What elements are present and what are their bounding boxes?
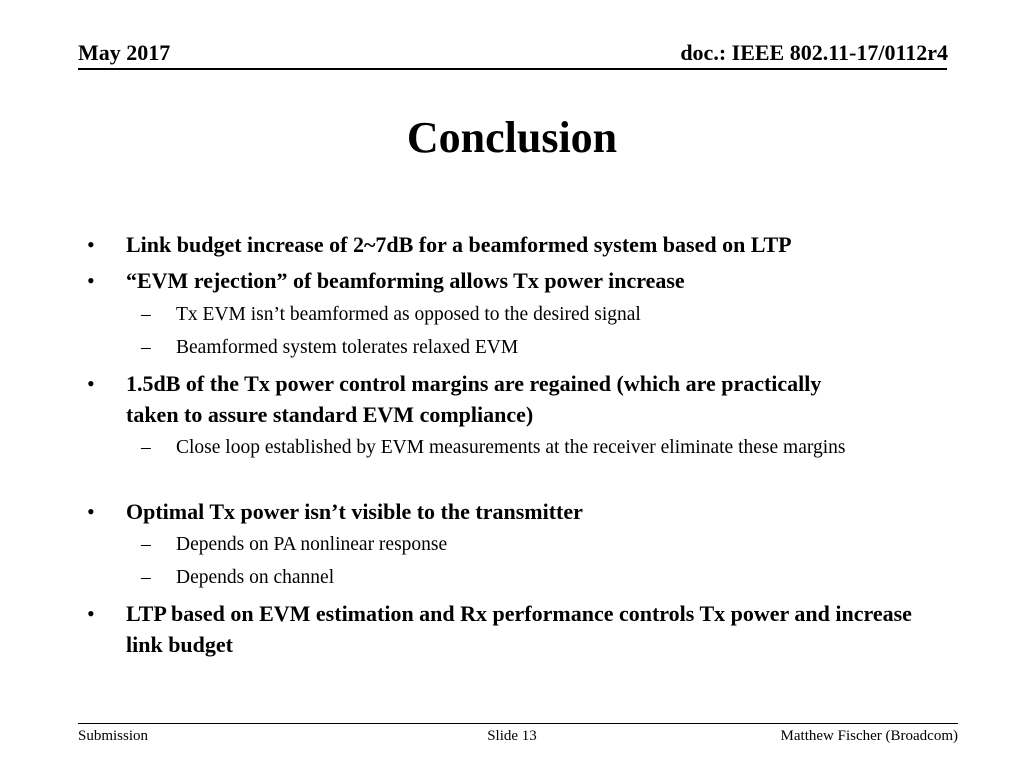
header-date: May 2017 [78,40,171,65]
sub-bullet-item [141,564,911,592]
sub-bullet-item [141,434,891,462]
bullet-text: “EVM rejection” of beamforming allows Tx power increase [126,268,685,293]
bullet-item [87,598,916,660]
bullet-marker: • [87,232,95,257]
sub-bullet-text: Depends on channel [176,567,335,588]
sub-bullet-text: Depends on PA nonlinear response [176,534,448,555]
bullet-marker: • [87,268,95,293]
header-doc-id: doc.: IEEE 802.11-17/0112r4 [680,40,948,65]
footer-rule [78,723,958,724]
sub-bullet-text: Close loop established by EVM measurements at the receiver eliminate these margins [176,437,846,458]
bullet-marker: • [87,371,95,396]
slide-title: Conclusion [406,113,618,162]
bullet-text: Link budget increase of 2~7dB for a beamformed system based on LTP [126,232,792,257]
bullet-item [87,265,926,296]
dash-marker: – [141,534,151,555]
dash-marker: – [141,337,151,358]
bullet-item [87,229,926,260]
bullet-item [87,368,846,430]
sub-bullet-text: Beamformed system tolerates relaxed EVM [176,337,519,358]
dash-marker: – [141,567,151,588]
dash-marker: – [141,437,151,458]
sub-bullet-item [141,334,911,362]
footer-slide-number: Slide 13 [487,728,537,744]
footer-submission: Submission [78,728,149,744]
footer-author: Matthew Fischer (Broadcom) [780,728,958,744]
dash-marker: – [141,304,151,325]
bullet-marker: • [87,499,95,524]
sub-bullet-item [141,301,911,329]
sub-bullet-item [141,531,911,559]
bullet-text: Optimal Tx power isn’t visible to the transmitter [126,499,583,524]
sub-bullet-text: Tx EVM isn’t beamformed as opposed to the desired signal [176,304,641,325]
bullet-text: 1.5dB of the Tx power control margins are regained (which are practically taken to assure standard EVM compliance) [126,371,822,427]
bullet-item [87,496,926,527]
header-rule [78,68,947,70]
bullet-marker: • [87,601,95,626]
bullet-text: LTP based on EVM estimation and Rx performance controls Tx power and increase link budget [126,601,912,657]
